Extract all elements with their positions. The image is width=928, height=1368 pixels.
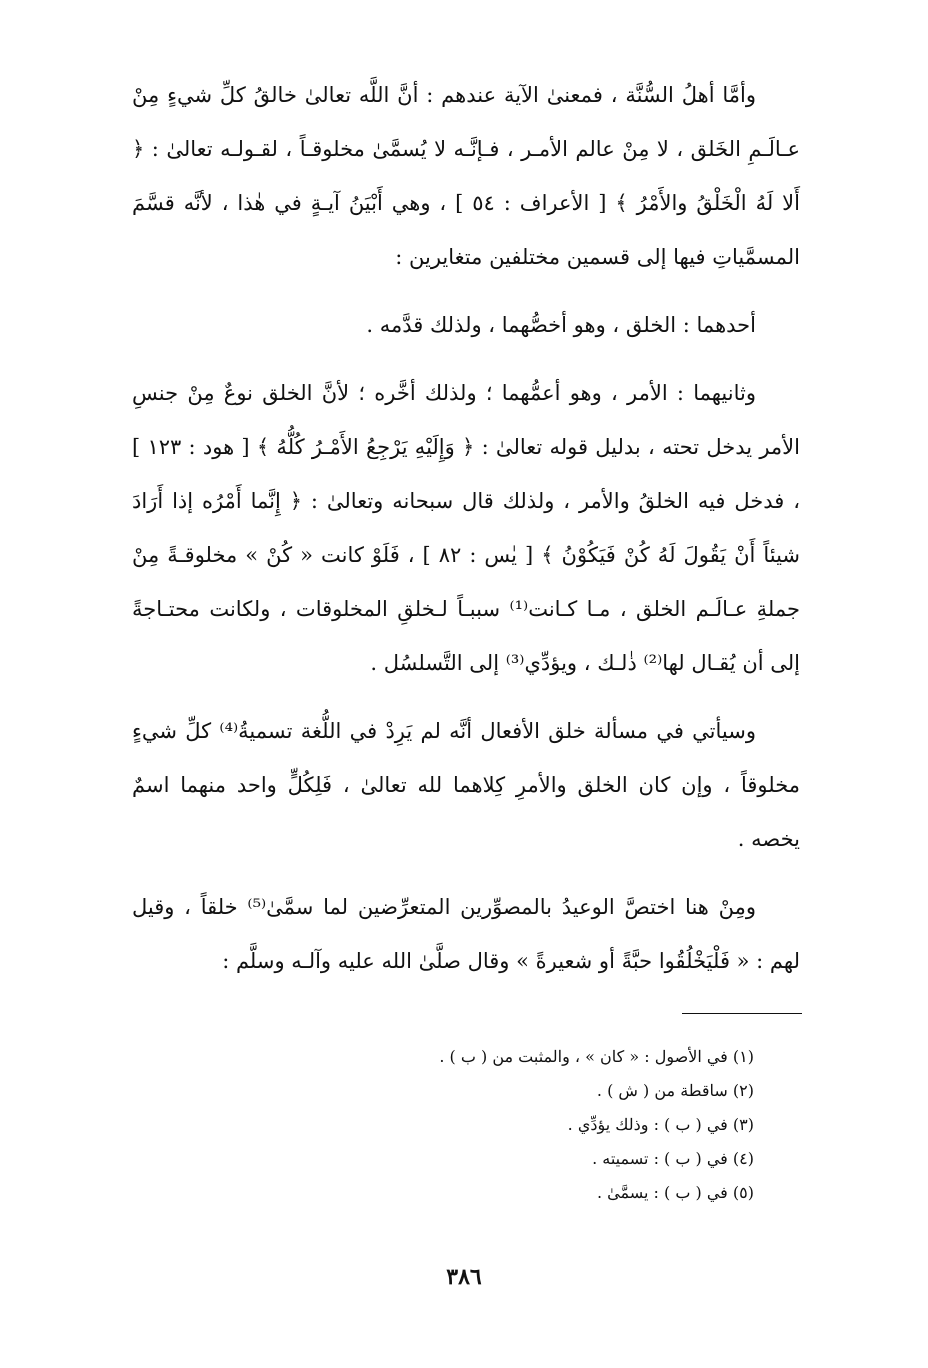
paragraph-1: وأمَّا أهلُ السُّنَّة ، فمعنىٰ الآية عندهم : أنَّ اللَّه تعالىٰ خالقُ كلِّ شيءٍ مِنْ عـالَـمِ الخَلق ، لا مِنْ عالم الأمـر ، فـإنَّـه لا يُسمَّىٰ مخلوقـاً ، لقـولـه تعالىٰ : ﴿ أَلا لَهُ الْخَلْقُ والأَمْرُ ﴾ [ الأعراف : ٥٤ ] ، وهي أَبْيَنُ آيـةٍ في هٰذا ، لأنَّه قسَّمَ المسمَّياتِ فيها إلى قسمين مختلفين متغايرين : [132,83,800,269]
footnote-1: (١) في الأصول : « كان » ، والمثبت من ( ب ) . [439,1047,754,1066]
page-number: ٣٨٦ [446,1264,482,1290]
footnote-separator [682,1013,802,1014]
footnotes [154,1040,754,1210]
footnote-2: (٢) ساقطة من ( ش ) . [596,1081,754,1100]
paragraph-3: وثانيهما : الأمر ، وهو أعمُّهما ؛ ولذلك أخَّره ؛ لأنَّ الخلق نوعٌ مِنْ جنسِ الأمر يدخل تحته ، بدليل قوله تعالىٰ : ﴿ وَإِلَيْهِ يَرْجِعُ الأَمْـرُ كُلُّهُ ﴾ [ هود : ١٢٣ ] ، فدخل فيه الخلقُ والأمر ، ولذلك قال سبحانه وتعالىٰ : ﴿ إِنَّما أَمْرُه إذا أَرَادَ شيئاً أَنْ يَقُولَ لَهُ كُنْ فَيَكُوْنُ ﴾ [ يٰس : ٨٢ ] ، فَلَوْ كانت « كُنْ » مخلوقـةً مِنْ جملةِ عـالَـم الخلق ، مـا كـانت⁽¹⁾ سببـاً لـخلقِ المخلوقات ، ولكانت محتـاجةً إلى أن يُقـال لها⁽²⁾ ذٰلـك ، ويؤدِّي⁽³⁾ إلى التَّسلسُل . [132,381,801,675]
paragraph-2: أحدهما : الخلق ، وهو أخصُّهما ، ولذلك قدَّمه . [366,313,756,337]
footnote-5: (٥) في ( ب ) : يسمَّىٰ . [596,1183,754,1202]
paragraph-4: وسيأتي في مسألة خلق الأفعال أنَّه لم يَرِدْ في اللُّغة تسميةُ⁽⁴⁾ كلِّ شيءٍ مخلوقاً ، وإن كان الخلق والأمرِ كِلاهما لله تعالىٰ ، فَلِكُلٍّ واحد منهما اسمٌ يخصه . [132,719,800,851]
footnote-4: (٤) في ( ب ) : تسميته . [592,1149,754,1168]
main-text [132,68,800,988]
paragraph-5: ومِنْ هنا اختصَّ الوعيدُ بالمصوِّرين المتعرِّضين لما سمَّىٰ⁽⁵⁾ خلقاً ، وقيل لهم : « فَلْيَخْلُقُوا حبَّةً أو شعيرةً » وقال صلَّىٰ الله عليه وآلـه وسلَّم : [132,895,800,973]
footnote-3: (٣) في ( ب ) : وذلك يؤدِّي . [567,1115,754,1134]
